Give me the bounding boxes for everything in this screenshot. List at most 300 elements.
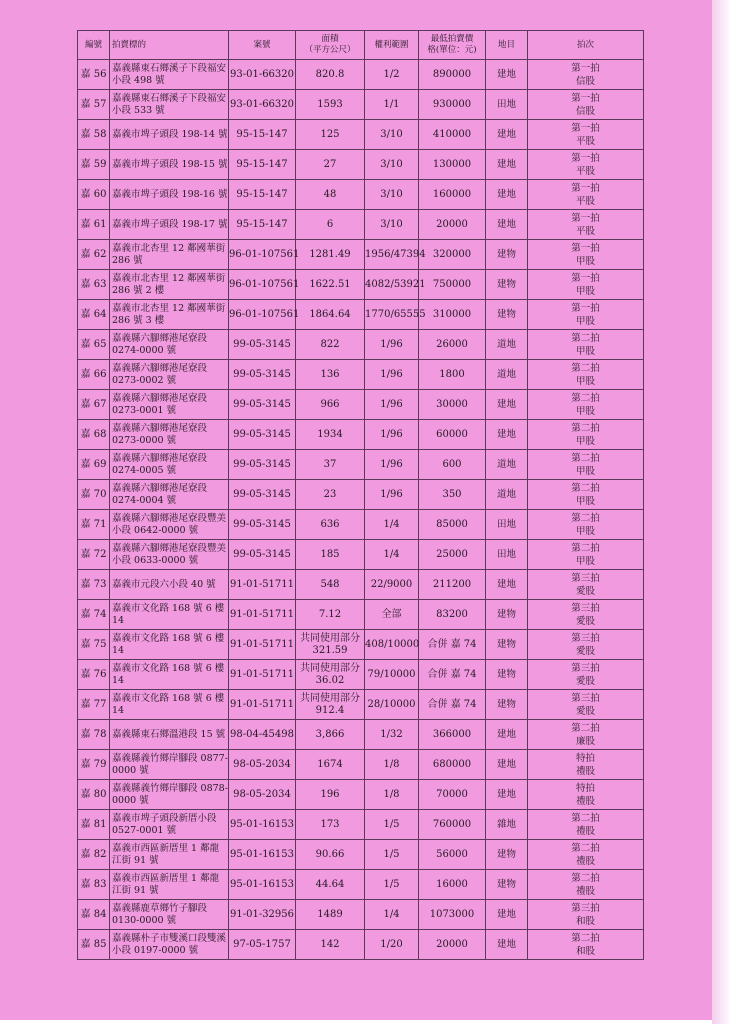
cell-item: 嘉義縣東石鄉溪子下段福安小段 533 號 (110, 90, 229, 120)
round-division: 甲股 (575, 495, 595, 507)
round-division: 禮股 (575, 855, 595, 867)
cell-area: 48 (296, 180, 365, 210)
auction-listing-table (77, 30, 644, 960)
cell-round (528, 90, 644, 120)
cell-case: 91-01-51711 (229, 660, 296, 690)
cell-price: 20000 (419, 930, 486, 960)
cell-land: 建物 (486, 840, 528, 870)
round-number: 第三拍 (571, 692, 600, 704)
table-row (78, 630, 644, 660)
cell-no: 嘉 58 (78, 120, 110, 150)
cell-price: 83200 (419, 600, 486, 630)
cell-item: 嘉義縣六腳鄉港尾寮段豐美小段 0633-0000 號 (110, 540, 229, 570)
cell-area: 142 (296, 930, 365, 960)
cell-rights: 3/10 (365, 180, 419, 210)
cell-area: 822 (296, 330, 365, 360)
cell-round (528, 630, 644, 660)
cell-area: 196 (296, 780, 365, 810)
table-row (78, 330, 644, 360)
cell-rights: 1/5 (365, 810, 419, 840)
cell-case: 95-01-16153 (229, 810, 296, 840)
table-row (78, 240, 644, 270)
cell-rights: 1956/47394 (365, 240, 419, 270)
header-area-line1: 面積 (321, 34, 339, 44)
table-row (78, 570, 644, 600)
cell-land: 建物 (486, 870, 528, 900)
cell-land: 建地 (486, 60, 528, 90)
header-price (419, 31, 486, 60)
cell-item: 嘉義縣六腳鄉港尾寮段 0274-0000 號 (110, 330, 229, 360)
round-number: 第一拍 (571, 302, 600, 314)
cell-area: 共同使用部分 912.4 (296, 690, 365, 720)
round-number: 第二拍 (571, 392, 600, 404)
round-division: 禮股 (575, 825, 595, 837)
cell-no: 嘉 83 (78, 870, 110, 900)
cell-case: 95-01-16153 (229, 840, 296, 870)
cell-no: 嘉 61 (78, 210, 110, 240)
table-row (78, 150, 644, 180)
cell-item: 嘉義市北杏里 12 鄰國華街 286 號 (110, 240, 229, 270)
cell-rights: 1/96 (365, 450, 419, 480)
cell-rights: 1/4 (365, 900, 419, 930)
cell-price: 366000 (419, 720, 486, 750)
cell-price: 30000 (419, 390, 486, 420)
cell-no: 嘉 85 (78, 930, 110, 960)
cell-round (528, 660, 644, 690)
table-body (78, 60, 644, 960)
cell-land: 建物 (486, 240, 528, 270)
cell-rights: 1/20 (365, 930, 419, 960)
table-row (78, 120, 644, 150)
cell-item: 嘉義縣六腳鄉港尾寮段 0274-0005 號 (110, 450, 229, 480)
cell-rights: 1/96 (365, 330, 419, 360)
round-division: 平股 (575, 195, 595, 207)
round-division: 愛股 (575, 675, 595, 687)
cell-area: 7.12 (296, 600, 365, 630)
cell-case: 99-05-3145 (229, 450, 296, 480)
cell-round (528, 930, 644, 960)
round-division: 甲股 (575, 405, 595, 417)
cell-land: 建地 (486, 420, 528, 450)
round-division: 甲股 (575, 465, 595, 477)
cell-no: 嘉 65 (78, 330, 110, 360)
cell-price: 合併 嘉 74 (419, 690, 486, 720)
cell-case: 95-15-147 (229, 180, 296, 210)
cell-round (528, 750, 644, 780)
round-number: 第三拍 (571, 602, 600, 614)
round-number: 第一拍 (571, 272, 600, 284)
cell-item: 嘉義市北杏里 12 鄰國華街 286 號 2 樓 (110, 270, 229, 300)
cell-round (528, 870, 644, 900)
table-row (78, 840, 644, 870)
cell-land: 建地 (486, 930, 528, 960)
cell-rights: 3/10 (365, 120, 419, 150)
round-number: 第一拍 (571, 182, 600, 194)
cell-land: 道地 (486, 330, 528, 360)
cell-area: 185 (296, 540, 365, 570)
cell-area: 1593 (296, 90, 365, 120)
cell-round (528, 840, 644, 870)
cell-price: 680000 (419, 750, 486, 780)
round-number: 第一拍 (571, 92, 600, 104)
table-row (78, 300, 644, 330)
cell-land: 田地 (486, 540, 528, 570)
cell-round (528, 600, 644, 630)
table-row (78, 750, 644, 780)
cell-land: 建地 (486, 210, 528, 240)
cell-land: 田地 (486, 510, 528, 540)
table-row (78, 180, 644, 210)
cell-land: 建地 (486, 900, 528, 930)
cell-round (528, 180, 644, 210)
cell-land: 建地 (486, 120, 528, 150)
cell-land: 建物 (486, 690, 528, 720)
cell-no: 嘉 79 (78, 750, 110, 780)
table-row (78, 390, 644, 420)
cell-case: 96-01-107561 (229, 270, 296, 300)
cell-price: 合併 嘉 74 (419, 660, 486, 690)
cell-area: 27 (296, 150, 365, 180)
cell-round (528, 900, 644, 930)
cell-price: 60000 (419, 420, 486, 450)
cell-round (528, 360, 644, 390)
table-row (78, 690, 644, 720)
table-row (78, 660, 644, 690)
cell-land: 道地 (486, 450, 528, 480)
cell-no: 嘉 71 (78, 510, 110, 540)
round-division: 平股 (575, 165, 595, 177)
cell-item: 嘉義縣六腳鄉港尾寮段 0273-0001 號 (110, 390, 229, 420)
table-row (78, 270, 644, 300)
cell-price: 16000 (419, 870, 486, 900)
cell-rights: 1/96 (365, 360, 419, 390)
cell-item: 嘉義市文化路 168 號 6 樓 14 (110, 600, 229, 630)
round-number: 第三拍 (571, 632, 600, 644)
cell-no: 嘉 76 (78, 660, 110, 690)
table-row (78, 450, 644, 480)
header-round: 拍次 (528, 31, 644, 60)
cell-area: 966 (296, 390, 365, 420)
cell-price: 350 (419, 480, 486, 510)
table-row (78, 480, 644, 510)
cell-item: 嘉義市西區新厝里 1 鄰龍江街 91 號 (110, 840, 229, 870)
cell-no: 嘉 63 (78, 270, 110, 300)
paper-edge-shadow (712, 0, 744, 1024)
table-row (78, 600, 644, 630)
cell-round (528, 300, 644, 330)
cell-area: 1864.64 (296, 300, 365, 330)
cell-rights: 1770/65555 (365, 300, 419, 330)
cell-area: 636 (296, 510, 365, 540)
round-division: 信股 (575, 75, 595, 87)
cell-item: 嘉義縣東石鄉溫港段 15 號 (110, 720, 229, 750)
round-number: 第三拍 (571, 902, 600, 914)
cell-rights: 1/8 (365, 750, 419, 780)
cell-round (528, 330, 644, 360)
cell-case: 98-05-2034 (229, 780, 296, 810)
round-division: 廉股 (575, 735, 595, 747)
round-division: 平股 (575, 225, 595, 237)
cell-no: 嘉 80 (78, 780, 110, 810)
cell-land: 建物 (486, 270, 528, 300)
cell-case: 91-01-51711 (229, 570, 296, 600)
cell-case: 91-01-51711 (229, 600, 296, 630)
header-area-line2: （平方公尺） (304, 45, 356, 55)
cell-price: 320000 (419, 240, 486, 270)
cell-no: 嘉 66 (78, 360, 110, 390)
cell-case: 99-05-3145 (229, 540, 296, 570)
cell-price: 26000 (419, 330, 486, 360)
cell-area: 1934 (296, 420, 365, 450)
cell-item: 嘉義市埤子頭段 198-14 號 (110, 120, 229, 150)
cell-round (528, 570, 644, 600)
cell-land: 建地 (486, 720, 528, 750)
cell-case: 95-01-16153 (229, 870, 296, 900)
cell-price: 750000 (419, 270, 486, 300)
cell-item: 嘉義市西區新厝里 1 鄰龍江街 91 號 (110, 870, 229, 900)
cell-case: 93-01-66320 (229, 90, 296, 120)
cell-area: 136 (296, 360, 365, 390)
cell-case: 99-05-3145 (229, 510, 296, 540)
table-row (78, 540, 644, 570)
header-rights: 權利範圍 (365, 31, 419, 60)
cell-area: 6 (296, 210, 365, 240)
cell-case: 97-05-1757 (229, 930, 296, 960)
cell-round (528, 480, 644, 510)
cell-price: 1800 (419, 360, 486, 390)
cell-land: 建地 (486, 570, 528, 600)
round-division: 和股 (575, 945, 595, 957)
cell-round (528, 690, 644, 720)
round-number: 第二拍 (571, 482, 600, 494)
cell-case: 91-01-51711 (229, 630, 296, 660)
cell-round (528, 210, 644, 240)
cell-rights: 1/5 (365, 840, 419, 870)
cell-rights: 79/10000 (365, 660, 419, 690)
cell-land: 雜地 (486, 810, 528, 840)
cell-case: 99-05-3145 (229, 420, 296, 450)
cell-case: 91-01-32956 (229, 900, 296, 930)
cell-land: 道地 (486, 480, 528, 510)
cell-area: 1622.51 (296, 270, 365, 300)
round-division: 平股 (575, 135, 595, 147)
cell-land: 建物 (486, 630, 528, 660)
cell-no: 嘉 84 (78, 900, 110, 930)
cell-item: 嘉義縣鹿草鄉竹子腳段 0130-0000 號 (110, 900, 229, 930)
cell-case: 98-04-45498 (229, 720, 296, 750)
cell-case: 95-15-147 (229, 150, 296, 180)
table-row (78, 60, 644, 90)
cell-area: 44.64 (296, 870, 365, 900)
cell-item: 嘉義縣東石鄉溪子下段福安小段 498 號 (110, 60, 229, 90)
round-division: 甲股 (575, 555, 595, 567)
round-division: 甲股 (575, 315, 595, 327)
cell-item: 嘉義市文化路 168 號 6 樓 14 (110, 630, 229, 660)
cell-no: 嘉 69 (78, 450, 110, 480)
round-number: 第二拍 (571, 932, 600, 944)
round-division: 信股 (575, 105, 595, 117)
cell-price: 410000 (419, 120, 486, 150)
round-number: 第一拍 (571, 242, 600, 254)
cell-item: 嘉義縣六腳鄉港尾寮段豐美小段 0642-0000 號 (110, 510, 229, 540)
cell-case: 91-01-51711 (229, 690, 296, 720)
cell-land: 建物 (486, 600, 528, 630)
cell-rights: 1/1 (365, 90, 419, 120)
round-division: 甲股 (575, 435, 595, 447)
header-no: 編號 (78, 31, 110, 60)
cell-no: 嘉 60 (78, 180, 110, 210)
header-land: 地目 (486, 31, 528, 60)
round-number: 特拍 (575, 752, 595, 764)
table-row (78, 420, 644, 450)
cell-case: 95-15-147 (229, 120, 296, 150)
header-price-line2: 格(單位：元) (427, 45, 477, 55)
cell-no: 嘉 70 (78, 480, 110, 510)
cell-rights: 28/10000 (365, 690, 419, 720)
cell-rights: 22/9000 (365, 570, 419, 600)
table-row (78, 900, 644, 930)
cell-rights: 1/4 (365, 510, 419, 540)
cell-area: 820.8 (296, 60, 365, 90)
cell-no: 嘉 75 (78, 630, 110, 660)
cell-round (528, 120, 644, 150)
round-number: 第二拍 (571, 842, 600, 854)
round-division: 甲股 (575, 345, 595, 357)
cell-no: 嘉 74 (78, 600, 110, 630)
cell-price: 160000 (419, 180, 486, 210)
table-row (78, 360, 644, 390)
cell-rights: 1/8 (365, 780, 419, 810)
cell-price: 20000 (419, 210, 486, 240)
round-division: 甲股 (575, 525, 595, 537)
table-row (78, 210, 644, 240)
cell-item: 嘉義市北杏里 12 鄰國華街 286 號 3 樓 (110, 300, 229, 330)
cell-no: 嘉 82 (78, 840, 110, 870)
table-row (78, 780, 644, 810)
cell-price: 70000 (419, 780, 486, 810)
cell-case: 99-05-3145 (229, 390, 296, 420)
round-division: 和股 (575, 915, 595, 927)
cell-round (528, 270, 644, 300)
table-row (78, 510, 644, 540)
cell-land: 建地 (486, 390, 528, 420)
cell-round (528, 780, 644, 810)
cell-round (528, 810, 644, 840)
cell-price: 600 (419, 450, 486, 480)
cell-no: 嘉 81 (78, 810, 110, 840)
cell-no: 嘉 56 (78, 60, 110, 90)
cell-item: 嘉義縣六腳鄉港尾寮段 0273-0000 號 (110, 420, 229, 450)
cell-rights: 1/96 (365, 480, 419, 510)
table-row (78, 810, 644, 840)
cell-area: 173 (296, 810, 365, 840)
cell-area: 90.66 (296, 840, 365, 870)
cell-item: 嘉義縣朴子市雙溪口段雙溪小段 0197-0000 號 (110, 930, 229, 960)
cell-area: 1281.49 (296, 240, 365, 270)
cell-item: 嘉義縣六腳鄉港尾寮段 0274-0004 號 (110, 480, 229, 510)
round-division: 甲股 (575, 375, 595, 387)
cell-price: 930000 (419, 90, 486, 120)
cell-area: 3,866 (296, 720, 365, 750)
round-number: 第二拍 (571, 512, 600, 524)
cell-price: 760000 (419, 810, 486, 840)
round-number: 第二拍 (571, 422, 600, 434)
cell-item: 嘉義市埤子頭段 198-17 號 (110, 210, 229, 240)
cell-land: 田地 (486, 90, 528, 120)
round-number: 特拍 (575, 782, 595, 794)
cell-rights: 1/32 (365, 720, 419, 750)
table-row (78, 90, 644, 120)
cell-no: 嘉 62 (78, 240, 110, 270)
round-number: 第二拍 (571, 812, 600, 824)
cell-round (528, 420, 644, 450)
round-number: 第一拍 (571, 122, 600, 134)
round-division: 甲股 (575, 285, 595, 297)
cell-item: 嘉義市埤子頭段新厝小段 0527-0001 號 (110, 810, 229, 840)
cell-no: 嘉 77 (78, 690, 110, 720)
cell-case: 99-05-3145 (229, 360, 296, 390)
cell-price: 合併 嘉 74 (419, 630, 486, 660)
round-number: 第二拍 (571, 722, 600, 734)
cell-land: 建地 (486, 150, 528, 180)
cell-land: 建地 (486, 750, 528, 780)
cell-round (528, 720, 644, 750)
cell-price: 25000 (419, 540, 486, 570)
round-division: 愛股 (575, 645, 595, 657)
cell-case: 98-05-2034 (229, 750, 296, 780)
cell-rights: 1/96 (365, 390, 419, 420)
cell-land: 建物 (486, 300, 528, 330)
cell-area: 37 (296, 450, 365, 480)
cell-rights: 1/96 (365, 420, 419, 450)
cell-item: 嘉義市埤子頭段 198-15 號 (110, 150, 229, 180)
cell-case: 96-01-107561 (229, 240, 296, 270)
cell-round (528, 240, 644, 270)
round-number: 第二拍 (571, 542, 600, 554)
cell-round (528, 540, 644, 570)
round-number: 第三拍 (571, 572, 600, 584)
round-division: 愛股 (575, 585, 595, 597)
header-area (296, 31, 365, 60)
cell-item: 嘉義市文化路 168 號 6 樓 14 (110, 690, 229, 720)
cell-item: 嘉義縣義竹鄉岸腳段 0877-0000 號 (110, 750, 229, 780)
round-division: 愛股 (575, 615, 595, 627)
cell-land: 道地 (486, 360, 528, 390)
cell-item: 嘉義市文化路 168 號 6 樓 14 (110, 660, 229, 690)
round-number: 第二拍 (571, 362, 600, 374)
cell-case: 99-05-3145 (229, 330, 296, 360)
cell-no: 嘉 59 (78, 150, 110, 180)
cell-no: 嘉 72 (78, 540, 110, 570)
cell-item: 嘉義縣義竹鄉岸腳段 0878-0000 號 (110, 780, 229, 810)
table-header (78, 31, 644, 60)
round-division: 禮股 (575, 795, 595, 807)
round-number: 第二拍 (571, 452, 600, 464)
cell-price: 56000 (419, 840, 486, 870)
cell-price: 130000 (419, 150, 486, 180)
round-number: 第三拍 (571, 662, 600, 674)
cell-area: 1674 (296, 750, 365, 780)
cell-rights: 3/10 (365, 150, 419, 180)
cell-item: 嘉義市埤子頭段 198-16 號 (110, 180, 229, 210)
cell-area: 共同使用部分 321.59 (296, 630, 365, 660)
cell-rights: 3/10 (365, 210, 419, 240)
cell-price: 85000 (419, 510, 486, 540)
table-row (78, 870, 644, 900)
cell-rights: 4082/53921 (365, 270, 419, 300)
cell-area: 548 (296, 570, 365, 600)
cell-area: 125 (296, 120, 365, 150)
